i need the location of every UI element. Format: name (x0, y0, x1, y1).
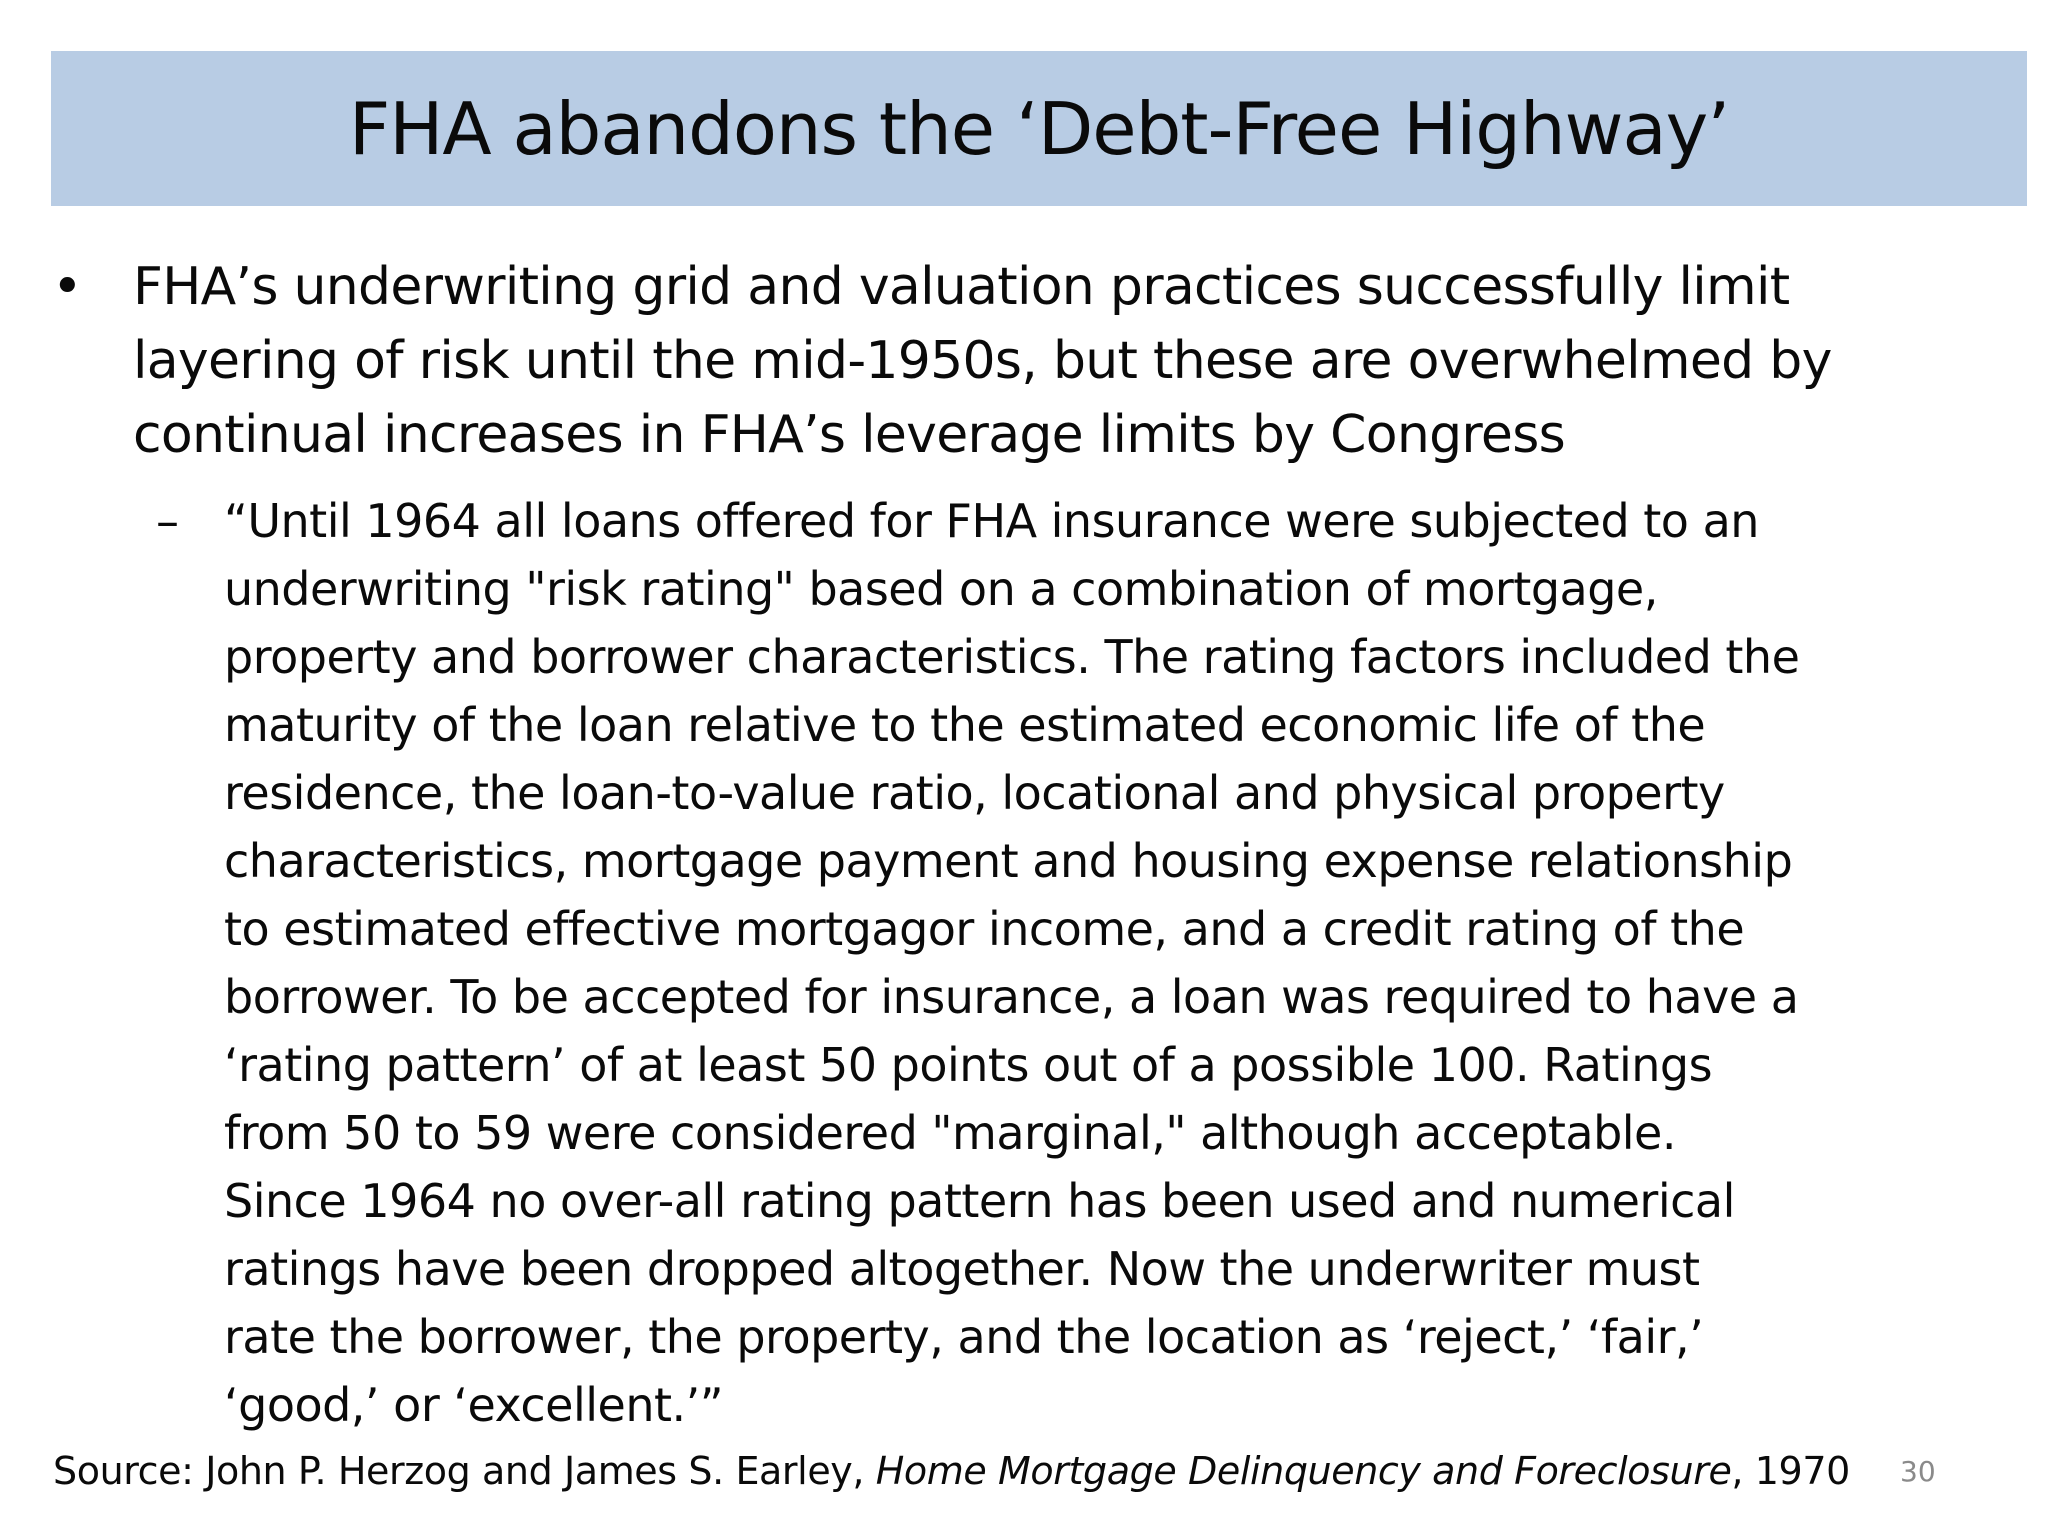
quote-text: “Until 1964 all loans offered for FHA insurance were subjected to an underwriting "risk rating" based on a combination of mortgage, property and borrower characteristics. The rating factors included the maturity of the loan relative to the estimated economic life of the residence, the loan-to-value ratio, locational and physical property characteristics, mortgage payment and housing expense relationship to estimated effective mortgagor income, and a credit rating of the borrower. To be accepted for insurance, a loan was required to have a ‘rating pattern’ of at least 50 points out of a possible 100. Ratings from 50 to 59 were considered "marginal," although acceptable. Since 1964 no over-all rating pattern has been used and numerical ratings have been dropped altogether. Now the underwriter must rate the borrower, the property, and the location as ‘reject,’ ‘fair,’ ‘good,’ or ‘excellent.’” (224, 494, 1800, 1432)
slide-title: FHA abandons the ‘Debt-Free Highway’ (348, 86, 1730, 171)
source-suffix: , 1970 (1731, 1449, 1850, 1493)
dash-marker: – (156, 494, 179, 548)
main-bullet-text: FHA’s underwriting grid and valuation practices successfully limit layering of risk until the mid-1950s, but these are overwhelmed by continual increases in FHA’s leverage limits by Congress (133, 257, 1832, 465)
bullet-marker: • (52, 257, 83, 317)
title-banner (51, 51, 2027, 206)
source-citation (53, 1446, 1850, 1496)
source-prefix: Source: John P. Herzog and James S. Earley, (53, 1449, 876, 1493)
page-number: 30 (1900, 1455, 1936, 1488)
source-book-title: Home Mortgage Delinquency and Foreclosure (875, 1449, 1732, 1493)
main-bullet (52, 250, 2012, 472)
sub-bullet-quote (156, 487, 2016, 1439)
